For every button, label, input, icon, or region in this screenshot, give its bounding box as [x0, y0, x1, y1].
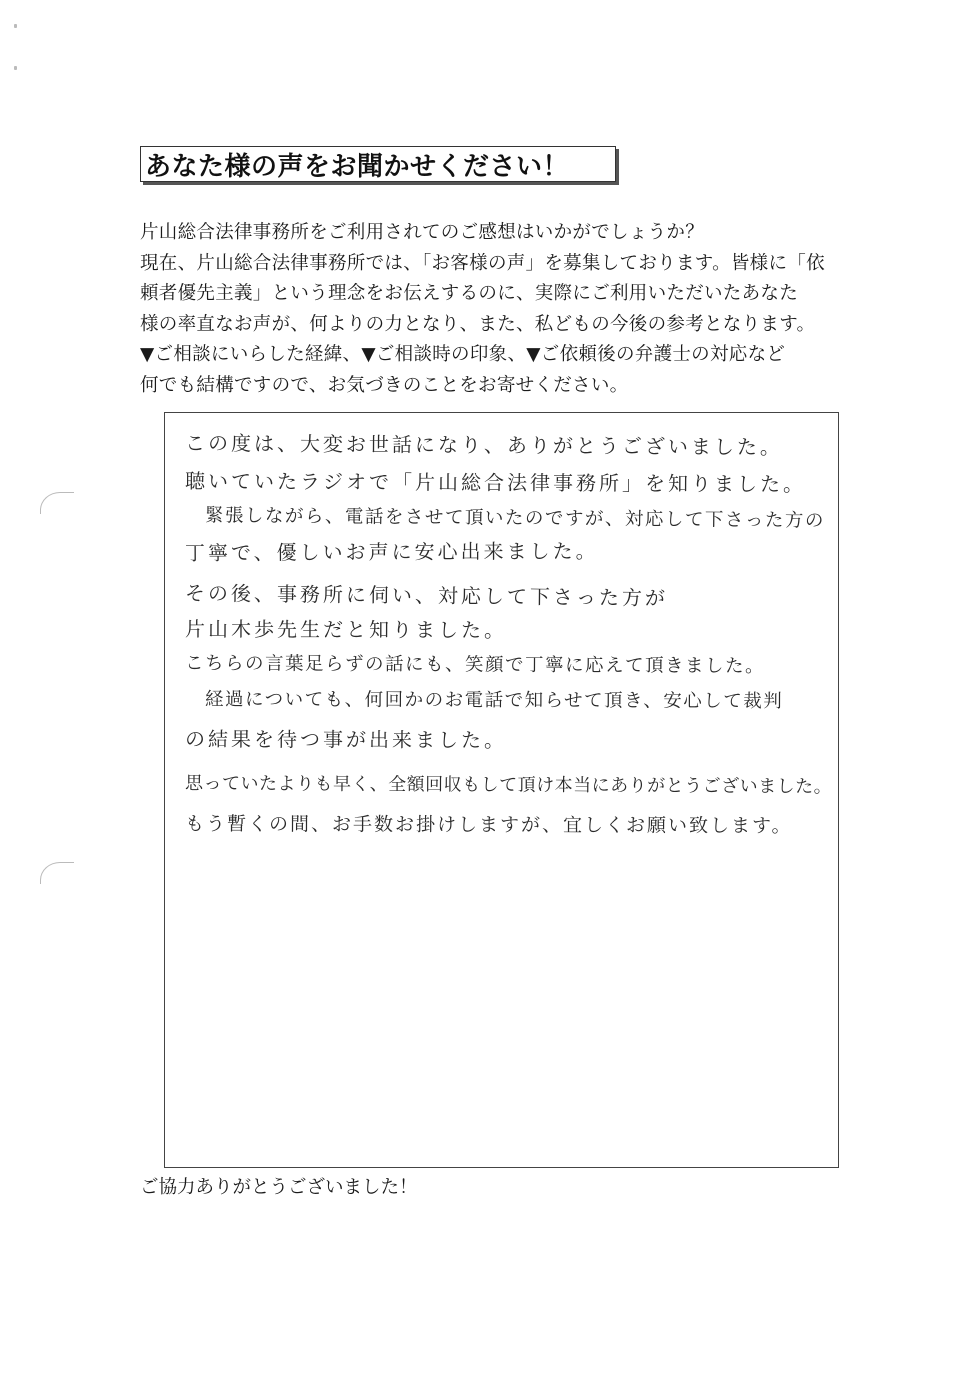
intro-line: 片山総合法律事務所をご利用されてのご感想はいかがでしょうか？: [140, 222, 705, 243]
scan-speck: [14, 24, 17, 28]
intro-line: 何でも結構ですので、お気づきのことをお寄せください。: [140, 374, 629, 396]
handwritten-line: 丁寧で、優しいお声に安心出来ました。: [184, 538, 599, 565]
handwritten-line: もう暫くの間、お手数お掛けしますが、宜しくお願い致します。: [184, 813, 793, 838]
handwritten-line: その後、事務所に伺い、対応して下さった方が: [184, 581, 669, 611]
closing-text: ご協力ありがとうございました！: [140, 1177, 418, 1198]
intro-line: 頼者優先主義」という理念をお伝えするのに、実際にご利用いただいたあなた: [140, 283, 799, 305]
page-title: あなた様の声をお聞かせください！: [145, 151, 570, 182]
handwritten-line: こちらの言葉足らずの話にも、笑顔で丁寧に応えて頂きました。: [184, 653, 766, 678]
handwritten-line: 聴いていたラジオで「片山総合法律事務所」を知りました。: [184, 469, 807, 497]
handwritten-line: 思っていたよりも早く、全額回収もして頂け本当にありがとうございました。: [184, 773, 833, 798]
handwritten-line: 片山木歩先生だと知りました。: [184, 617, 508, 643]
title-box: [140, 146, 616, 182]
handwritten-line: 緊張しながら、電話をさせて頂いたのですが、対応して下さった方の: [184, 505, 826, 532]
intro-line: 様の率直なお声が、何よりの力となり、また、私どもの今後の参考となります。: [140, 313, 816, 335]
punch-hole-mark: [40, 492, 74, 514]
handwritten-line: この度は、大変お世話になり、ありがとうございました。: [184, 431, 784, 460]
handwritten-line: の結果を待つ事が出来ました。: [184, 727, 508, 753]
intro-paragraph: [140, 218, 860, 402]
answer-box: [164, 412, 839, 1168]
scan-speck: [14, 66, 17, 70]
punch-hole-mark: [40, 862, 74, 884]
intro-line: 現在、片山総合法律事務所では、「お客様の声」を募集しております。皆様に「依: [140, 252, 825, 274]
handwritten-line: 経過についても、何回かのお電話で知らせて頂き、安心して裁判: [184, 689, 784, 713]
intro-line: ▼ご相談にいらした経緯、▼ご相談時の印象、▼ご依頼後の弁護士の対応など: [140, 344, 786, 366]
